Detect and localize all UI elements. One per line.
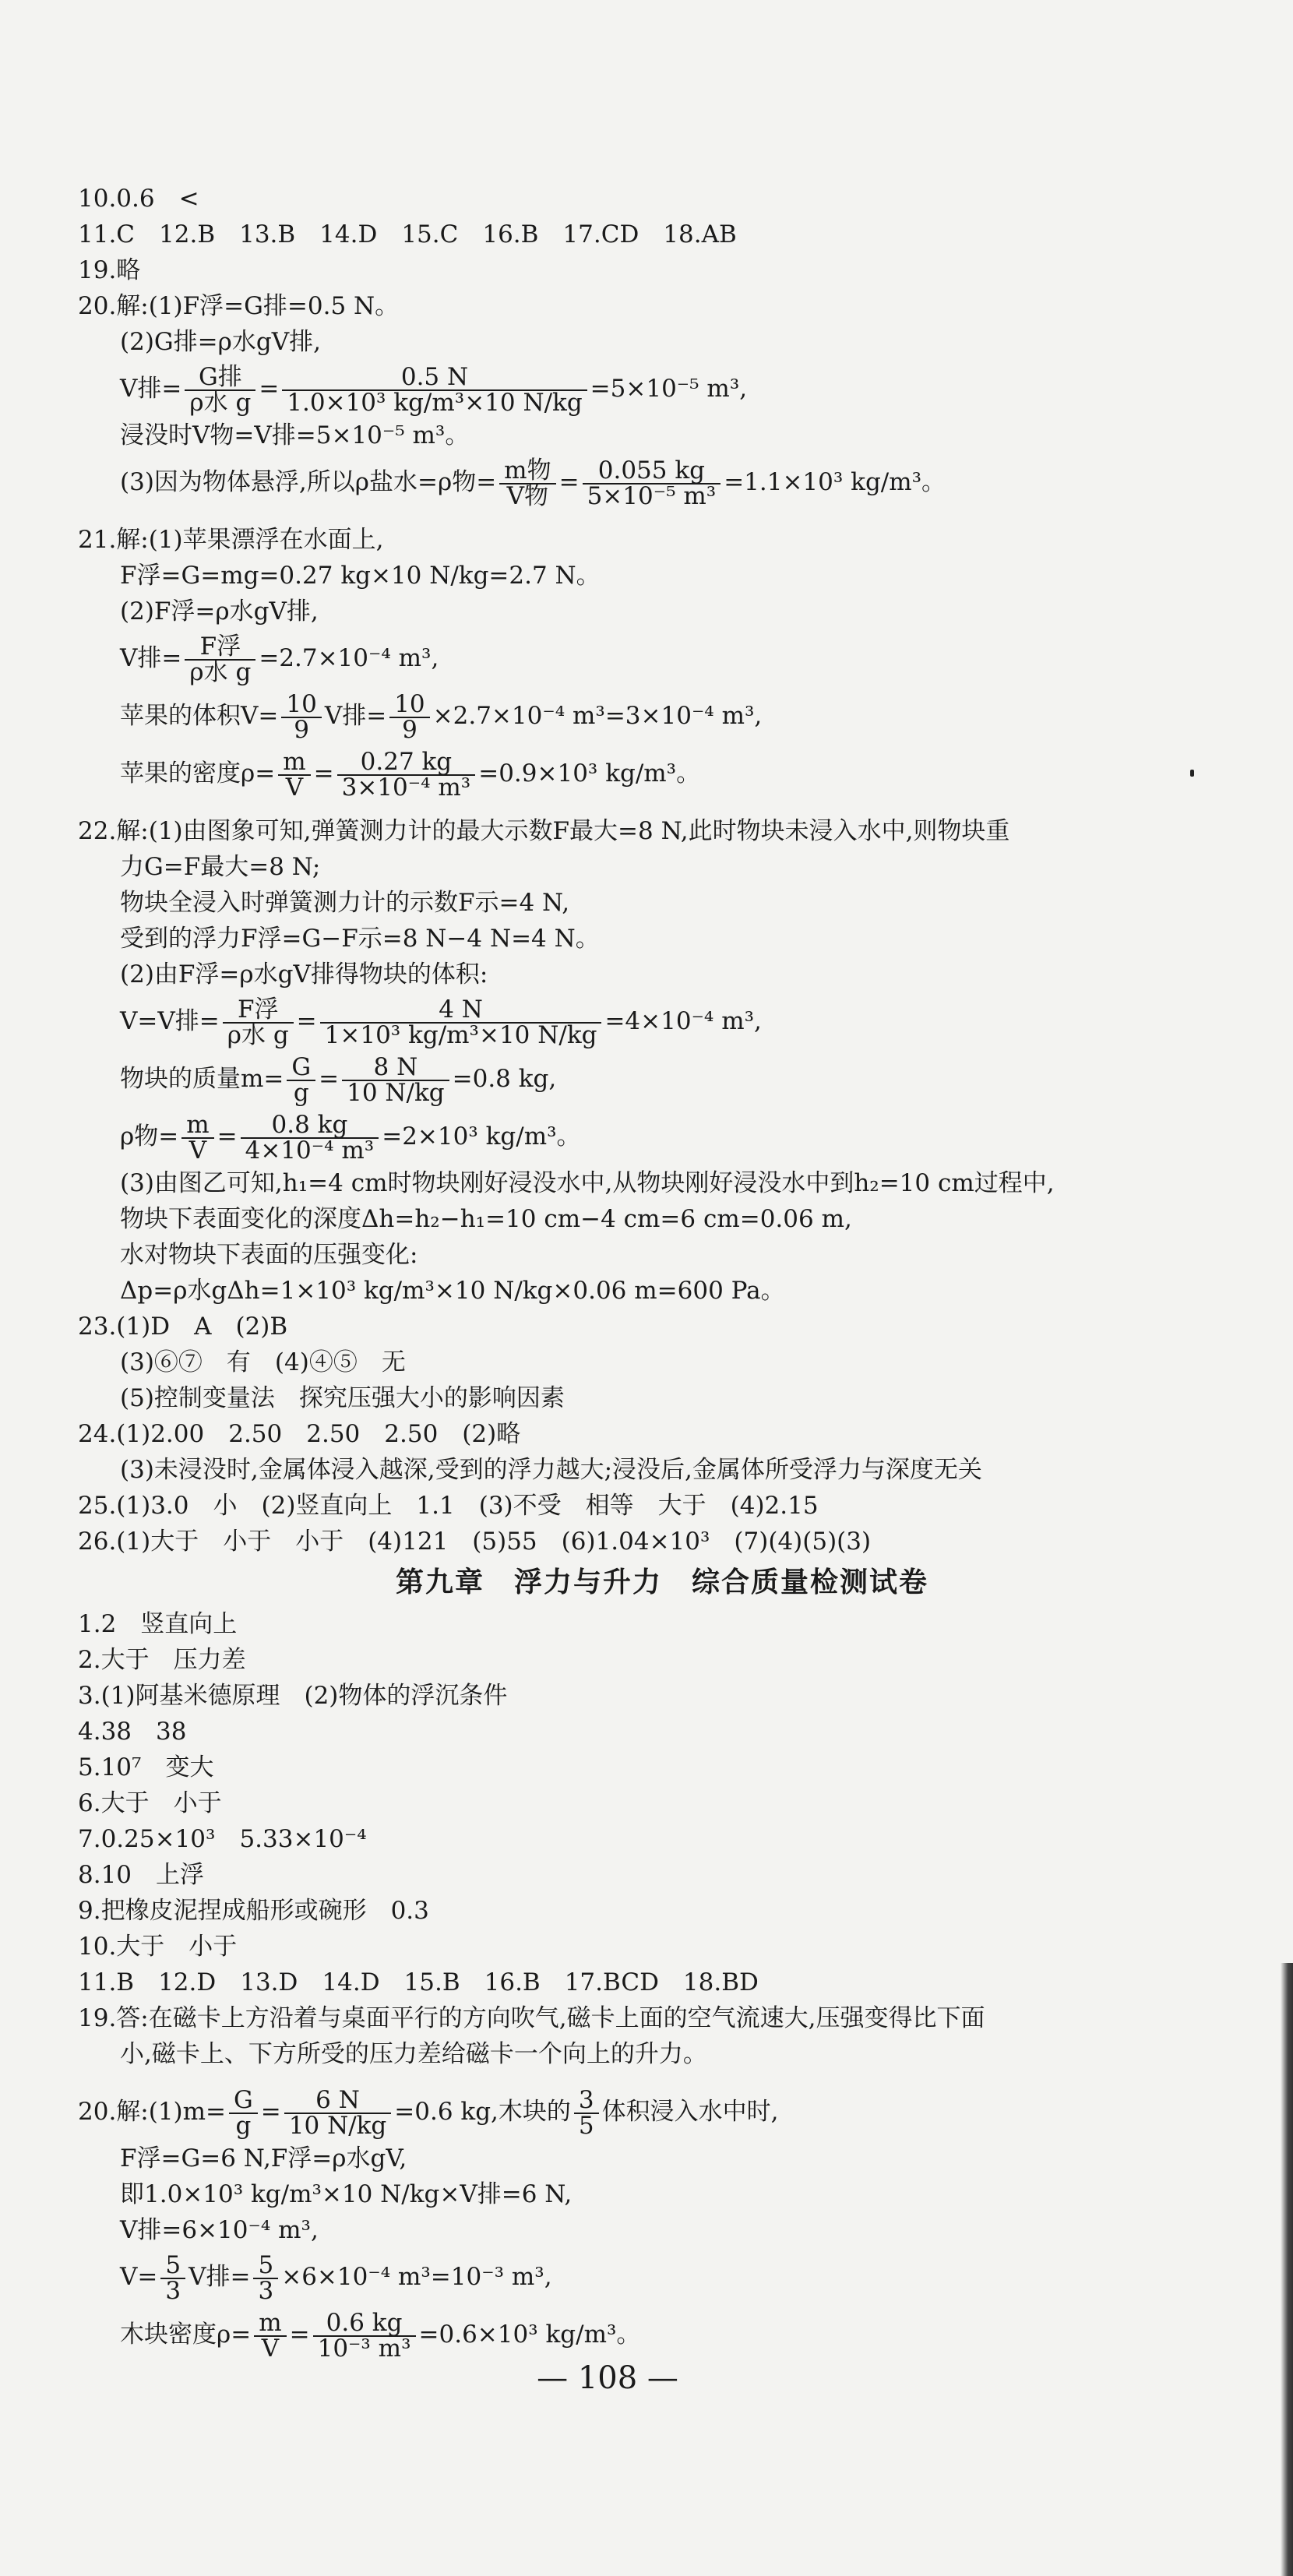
fraction: $\frac{m}{V}$ [181,1113,213,1163]
fraction: $\frac{\text{m物}}{\text{V物}}$ [499,459,555,509]
scan-edge-shadow [1281,1963,1293,2576]
formula-line: 苹果的体积V= $\frac{10}{9}$ V排= $\frac{10}{9}$ ×2.7×10⁻⁴ m³=3×10⁻⁴ m³, [120,689,763,744]
answer-line: (5)控制变量法 探究压强大小的影响因素 [120,1384,565,1412]
answer-line: 2.大于 压力差 [78,1646,246,1674]
answer-line: 23.(1)D A (2)B [78,1313,288,1341]
answer-line: 25.(1)3.0 小 (2)竖直向上 1.1 (3)不受 相等 大于 (4)2.15 [78,1492,819,1520]
answer-line: 7.0.25×10³ 5.33×10⁻⁴ [78,1825,367,1853]
answer-line: 11.C 12.B 13.B 14.D 15.C 16.B 17.CD 18.AB [78,220,737,248]
formula-line: V=V排= $\frac{\text{F浮}}{\text{ρ水 g}}$ = $\frac{4 N}{\text{1×10³ kg/m³×10 N/kg}}$ =4×10⁻⁴ m³, [120,995,762,1049]
answer-line: 小,磁卡上、下方所受的压力差给磁卡一个向上的升力。 [120,2040,707,2068]
fraction: $\frac{8 N}{10 N/kg}$ [342,1055,449,1105]
answer-line: (2)F浮=ρ水gV排, [120,597,319,625]
answer-line: 1.2 竖直向上 [78,1610,238,1638]
fraction: $\frac{6 N}{10 N/kg}$ [284,2088,392,2138]
fraction: $\frac{0.5 N}{\text{1.0×10³ kg/m³×10 N/kg}}$ [282,365,587,415]
answer-line: 11.B 12.D 13.D 14.D 15.B 16.B 17.BCD 18.BD [78,1968,759,1996]
answer-line: 20.解:(1)F浮=G排=0.5 N。 [78,292,400,320]
answer-line: 10.0.6 < [78,185,199,213]
answer-line: 受到的浮力F浮=G−F示=8 N−4 N=4 N。 [120,925,600,953]
answer-line: (3)由图乙可知,h₁=4 cm时物块刚好浸没水中,从物块刚好浸没水中到h₂=10 cm过程中, [120,1169,1055,1197]
formula-line: 物块的质量m= $\frac{G}{g}$ = $\frac{8 N}{10 N/kg}$ =0.8 kg, [120,1052,557,1107]
fraction: $\frac{m}{V}$ [254,2311,286,2361]
fraction: $\frac{G}{g}$ [287,1055,315,1105]
fraction: $\frac{G}{g}$ [229,2088,258,2138]
formula-line: 木块密度ρ= $\frac{m}{V}$ = $\frac{0.6 kg}{\text{10⁻³ m³}}$ =0.6×10³ kg/m³。 [120,2308,641,2363]
answer-line: 力G=F最大=8 N; [120,853,321,881]
answer-line: (3)⑥⑦ 有 (4)④⑤ 无 [120,1348,406,1376]
answer-line: 浸没时V物=V排=5×10⁻⁵ m³。 [120,421,470,449]
fraction: $\frac{5}{3}$ [160,2254,185,2303]
fraction: $\frac{m}{V}$ [278,750,310,800]
answer-line: 即1.0×10³ kg/m³×10 N/kg×V排=6 N, [120,2180,573,2208]
answer-line: 9.把橡皮泥捏成船形或碗形 0.3 [78,1897,429,1925]
answer-line: 4.38 38 [78,1718,187,1746]
answer-line: 6.大于 小于 [78,1789,222,1817]
answer-line: 8.10 上浮 [78,1861,205,1889]
answer-line: 5.10⁷ 变大 [78,1753,214,1781]
answer-line: 24.(1)2.00 2.50 2.50 2.50 (2)略 [78,1420,521,1448]
fraction: $\frac{0.8 kg}{\text{4×10⁻⁴ m³}}$ [241,1113,379,1163]
fraction: $\frac{3}{5}$ [574,2088,599,2138]
answer-line: 21.解:(1)苹果漂浮在水面上, [78,526,384,554]
answer-line: (3)未浸没时,金属体浸入越深,受到的浮力越大;浸没后,金属体所受浮力与深度无关 [120,1456,982,1484]
fraction: $\frac{\text{F浮}}{\text{ρ水 g}}$ [185,635,255,685]
scan-speck [1190,770,1194,777]
answer-line: Δp=ρ水gΔh=1×10³ kg/m³×10 N/kg×0.06 m=600 Pa。 [120,1277,785,1305]
page-number: — 108 — [537,2360,678,2396]
formula-line: ρ物= $\frac{m}{V}$ = $\frac{0.8 kg}{\text{4×10⁻⁴ m³}}$ =2×10³ kg/m³。 [120,1110,581,1165]
fraction: $\frac{0.6 kg}{\text{10⁻³ m³}}$ [313,2311,416,2361]
fraction: $\frac{0.27 kg}{\text{3×10⁻⁴ m³}}$ [337,750,476,800]
formula-line: V= $\frac{5}{3}$ V排= $\frac{5}{3}$ ×6×10⁻⁴ m³=10⁻³ m³, [120,2250,552,2305]
answer-line: 10.大于 小于 [78,1933,238,1961]
answer-line: V排=6×10⁻⁴ m³, [120,2216,319,2244]
formula-line: 20.解:(1)m= $\frac{G}{g}$ = $\frac{6 N}{10 N/kg}$ =0.6 kg,木块的 $\frac{3}{5}$ 体积浸入水中时, [78,2085,779,2140]
answer-line: 物块下表面变化的深度Δh=h₂−h₁=10 cm−4 cm=6 cm=0.06 m, [120,1205,852,1233]
answer-line: (2)G排=ρ水gV排, [120,328,321,356]
fraction: $\frac{10}{9}$ [281,692,321,742]
answer-line: 水对物块下表面的压强变化: [120,1241,418,1269]
answer-line: 物块全浸入时弹簧测力计的示数F示=4 N, [120,889,570,917]
formula-line: V排= $\frac{\text{F浮}}{\text{ρ水 g}}$ =2.7×10⁻⁴ m³, [120,632,439,686]
formula-line: V排= $\frac{\text{G排}}{\text{ρ水 g}}$ = $\frac{0.5 N}{\text{1.0×10³ kg/m³×10 N/kg}}$ =5×10⁻⁵ m³, [120,362,748,417]
answer-line: 3.(1)阿基米德原理 (2)物体的浮沉条件 [78,1682,508,1710]
answer-line: 22.解:(1)由图象可知,弹簧测力计的最大示数F最大=8 N,此时物块未浸入水中,则物块重 [78,817,1010,845]
fraction: $\frac{0.055 kg}{\text{5×10⁻⁵ m³}}$ [583,459,721,509]
fraction: $\frac{\text{F浮}}{\text{ρ水 g}}$ [223,998,294,1048]
fraction: $\frac{4 N}{\text{1×10³ kg/m³×10 N/kg}}$ [320,998,602,1048]
fraction: $\frac{5}{3}$ [253,2254,278,2303]
answer-line: 26.(1)大于 小于 小于 (4)121 (5)55 (6)1.04×10³ (7)(4)(5)(3) [78,1528,872,1556]
answer-line: 19.略 [78,256,141,284]
answer-line: F浮=G=6 N,F浮=ρ水gV, [120,2144,407,2173]
answer-line: 19.答:在磁卡上方沿着与桌面平行的方向吹气,磁卡上面的空气流速大,压强变得比下面 [78,2004,985,2032]
answer-content [78,181,1200,2363]
answer-line: F浮=G=mg=0.27 kg×10 N/kg=2.7 N。 [120,562,601,590]
fraction: $\frac{10}{9}$ [389,692,429,742]
formula-line: (3)因为物体悬浮,所以ρ盐水=ρ物= $\frac{\text{m物}}{\text{V物}}$ = $\frac{0.055 kg}{\text{5×10⁻⁵ m³}}$ =1.1×10³ kg/m³。 [120,456,946,510]
formula-line: 苹果的密度ρ= $\frac{m}{V}$ = $\frac{0.27 kg}{\text{3×10⁻⁴ m³}}$ =0.9×10³ kg/m³。 [120,747,701,802]
answer-line: (2)由F浮=ρ水gV排得物块的体积: [120,960,488,988]
fraction: $\frac{\text{G排}}{\text{ρ水 g}}$ [185,365,255,415]
chapter-title: 第九章 浮力与升力 综合质量检测试卷 [395,1566,928,1598]
